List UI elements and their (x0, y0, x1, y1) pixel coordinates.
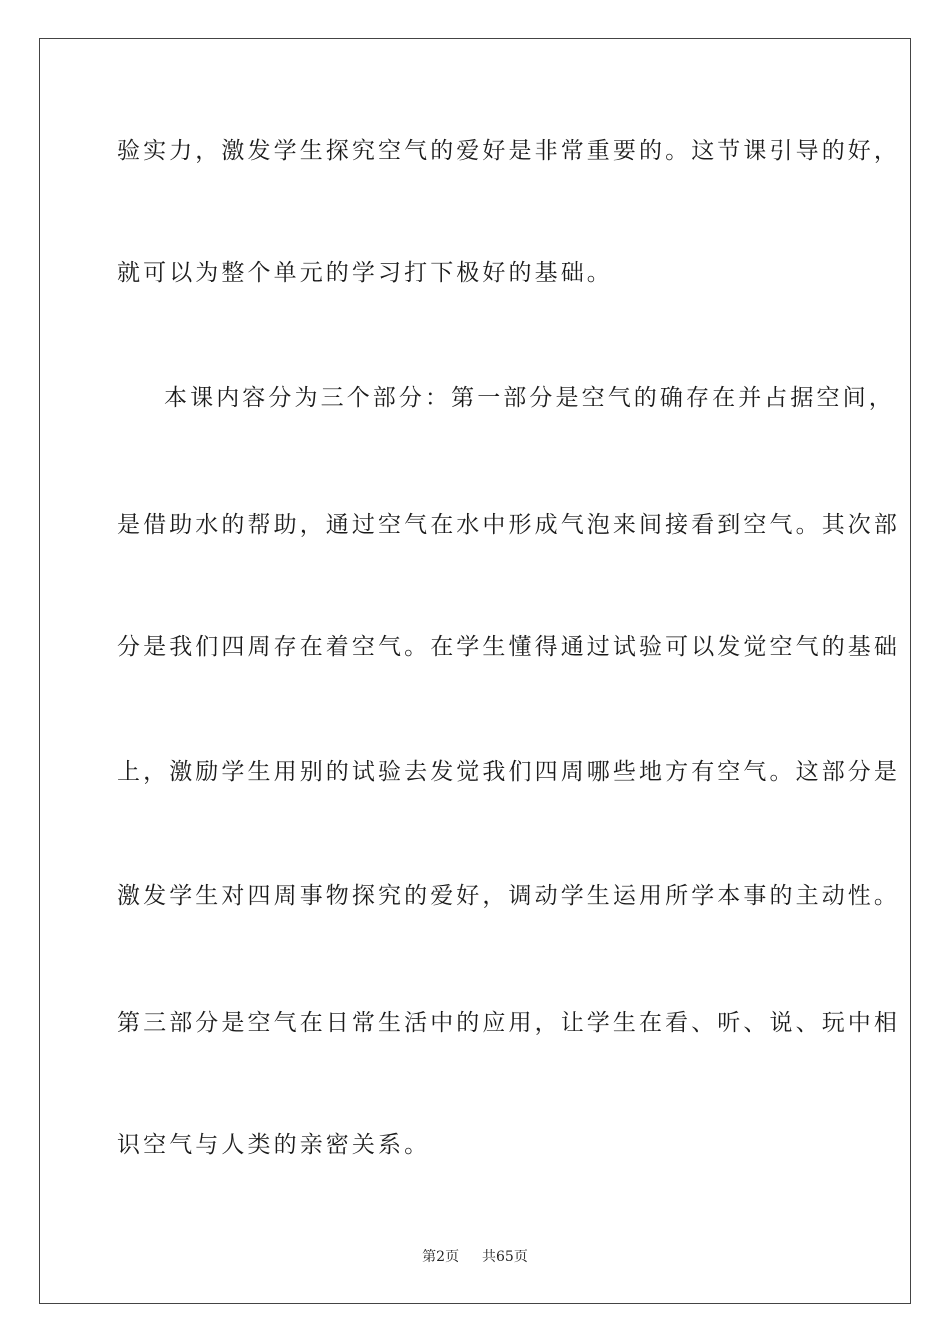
paragraph-first-line: 本课内容分为三个部分：第一部分是空气的确存在并占据空间， (164, 385, 895, 411)
body-text-line: 识空气与人类的亲密关系。 (117, 1132, 431, 1158)
page-number: 第2页 (422, 1249, 460, 1265)
body-text-line: 分是我们四周存在着空气。在学生懂得通过试验可以发觉空气的基础 (117, 634, 900, 660)
body-text-line: 第三部分是空气在日常生活中的应用，让学生在看、听、说、玩中相 (117, 1010, 900, 1036)
body-text-line: 上，激励学生用别的试验去发觉我们四周哪些地方有空气。这部分是 (117, 759, 900, 785)
body-text-line: 验实力，激发学生探究空气的爱好是非常重要的。这节课引导的好， (117, 138, 900, 164)
body-text-line: 激发学生对四周事物探究的爱好，调动学生运用所学本事的主动性。 (117, 883, 900, 909)
body-text-line: 是借助水的帮助，通过空气在水中形成气泡来间接看到空气。其次部 (117, 512, 900, 538)
body-text-line: 就可以为整个单元的学习打下极好的基础。 (117, 260, 613, 286)
page-total: 共65页 (482, 1249, 528, 1265)
page-frame (39, 38, 911, 1304)
page-footer (0, 1247, 950, 1267)
